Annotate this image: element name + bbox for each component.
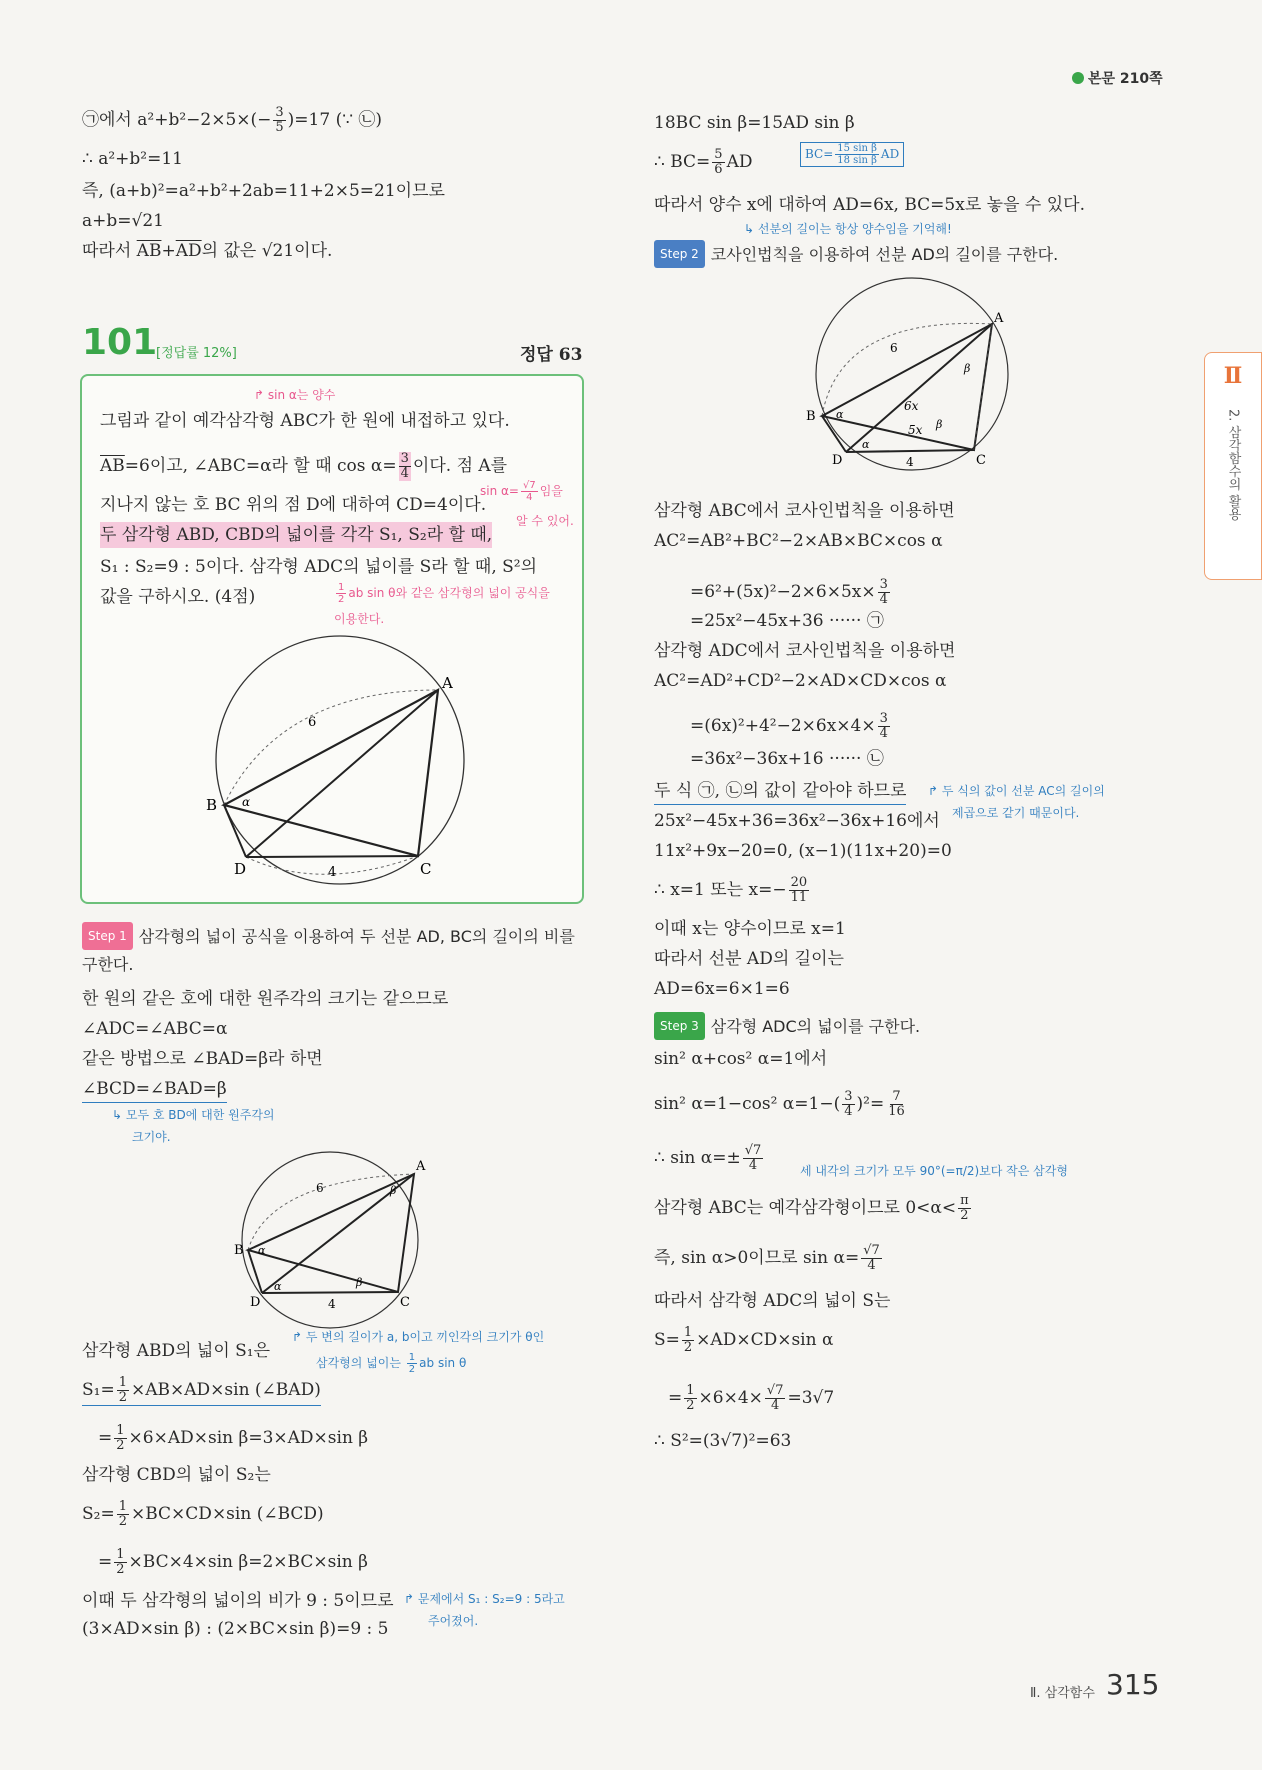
left-line-4: a+b=√21 xyxy=(82,211,164,231)
segment-dc xyxy=(246,856,418,857)
left-line-3: 즉, (a+b)²=a²+b²+2ab=11+2×5=21이므로 xyxy=(82,181,445,201)
step1-line-5: 삼각형 ABD의 넓이 S₁은 xyxy=(82,1341,271,1361)
right-line-13: 25x²−45x+36=36x²−36x+16에서 xyxy=(654,811,940,831)
right-line-26: = $\frac{1}{2}$ ×6×4× $\frac{√7}{4}$ =3√7 xyxy=(668,1383,835,1413)
note-positive: ↳ 선분의 길이는 항상 양수임을 기억해! xyxy=(744,222,952,236)
triangle-abc xyxy=(224,690,438,856)
note-acute: 세 내각의 크기가 모두 90°(=π/2)보다 작은 삼각형 xyxy=(800,1164,1068,1178)
label-d: D xyxy=(250,1295,261,1310)
label-6: 6 xyxy=(890,341,898,355)
right-line-15: ∴ x=1 또는 x=− $\frac{20}{11}$ xyxy=(654,875,808,905)
page-number: 315 xyxy=(1106,1668,1160,1701)
note-sin-value-2: 알 수 있어. xyxy=(516,514,574,528)
note-arc: ↳ 모두 호 BD에 대한 원주각의 xyxy=(112,1108,275,1122)
right-line-22: 삼각형 ABC는 예각삼각형이므로 0<α< $\frac{\pi}{2}$ xyxy=(654,1193,969,1223)
right-line-16: 이때 x는 양수이므로 x=1 xyxy=(654,919,846,939)
label-c: C xyxy=(976,453,986,468)
note-formula: ↱ 두 변의 길이가 a, b이고 끼인각의 크기가 θ인 xyxy=(292,1330,545,1344)
problem-sentence-2: $\overline{AB}=6$이고, ∠ABC=α라 할 때 cos α= $\frac{3}{4}$ 이다. 점 A를 xyxy=(100,451,508,481)
problem-figure xyxy=(200,630,480,890)
note-equal-2: 제곱으로 같기 때문이다. xyxy=(952,806,1080,820)
chapter-tab xyxy=(1204,352,1262,580)
step1-line-10: = $\frac{1}{2}$ ×BC×4×sin β=2×BC×sin β xyxy=(98,1547,368,1577)
label-4: 4 xyxy=(328,865,337,880)
problem-sentence-6: 값을 구하시오. (4점) xyxy=(100,587,256,607)
right-line-20: sin² α=1−cos² α=1−( $\frac{3}{4}$ )²= $\frac{7}{16}$ xyxy=(654,1089,905,1119)
right-line-7: =25x²−45x+36 ······ ㉠ xyxy=(690,611,884,631)
note-area-formula: $\frac{1}{2}$ ab sin θ와 같은 삼각형의 넓이 공식을 xyxy=(338,582,550,605)
note-sin-positive: ↱ sin α는 양수 xyxy=(254,388,336,402)
step1-line-1: 한 원의 같은 호에 대한 원주각의 크기는 같으므로 xyxy=(82,989,449,1009)
step1-figure xyxy=(230,1150,430,1330)
label-a: A xyxy=(416,1159,426,1174)
step1-line-12: (3×AD×sin β) : (2×BC×sin β)=9 : 5 xyxy=(82,1619,389,1639)
right-line-27: ∴ S²=(3√7)²=63 xyxy=(654,1431,792,1451)
label-alpha: α xyxy=(242,795,251,809)
label-d: D xyxy=(234,860,247,878)
step1-title: Step 1 삼각형의 넓이 공식을 이용하여 두 선분 AD, BC의 길이의 비를 xyxy=(82,922,575,950)
right-line-9: AC²=AD²+CD²−2×AD×CD×cos α xyxy=(654,671,947,691)
note-ratio: ↱ 문제에서 S₁ : S₂=9 : 5라고 xyxy=(404,1592,565,1606)
step1-title-2: 구한다. xyxy=(82,955,134,974)
circumcircle xyxy=(816,278,1008,470)
problem-sentence-3: 지나지 않는 호 BC 위의 점 D에 대하여 CD=4이다. xyxy=(100,495,487,515)
right-line-8: 삼각형 ADC에서 코사인법칙을 이용하면 xyxy=(654,641,956,661)
right-line-11: =36x²−36x+16 ······ ㉡ xyxy=(690,749,884,769)
right-line-14: 11x²+9x−20=0, (x−1)(11x+20)=0 xyxy=(654,841,952,861)
step1-line-4: ∠BCD=∠BAD=β xyxy=(82,1076,227,1103)
label-c: C xyxy=(420,860,432,878)
label-4: 4 xyxy=(328,1297,336,1311)
note-sin-value: sin α= $\frac{√7}{4}$ 임을 xyxy=(480,480,563,503)
label-6x: 6x xyxy=(904,399,919,413)
left-line-2: ∴ a²+b²=11 xyxy=(82,149,183,169)
label-beta-a: β xyxy=(390,1184,397,1197)
step1-line-3: 같은 방법으로 ∠BAD=β라 하면 xyxy=(82,1049,323,1069)
right-line-2: ∴ BC= $\frac{5}{6}$ AD xyxy=(654,147,753,177)
label-b: B xyxy=(206,796,218,814)
segment-dc xyxy=(262,1292,398,1293)
right-line-25: S= $\frac{1}{2}$ ×AD×CD×sin α xyxy=(654,1325,834,1355)
step1-line-11: 이때 두 삼각형의 넓이의 비가 9 : 5이므로 xyxy=(82,1591,394,1611)
label-b: B xyxy=(234,1243,244,1258)
right-line-10: =(6x)²+4²−2×6x×4× $\frac{3}{4}$ xyxy=(690,711,888,741)
segment-ad xyxy=(246,690,438,857)
note-arc-2: 크기야. xyxy=(132,1130,171,1144)
label-6: 6 xyxy=(308,715,317,730)
left-line-1: ㉠에서 a²+b²−2×5×(− $\frac{3}{5}$ )=17 (∵ ㉡) xyxy=(82,105,383,135)
label-d: D xyxy=(832,453,843,468)
right-line-4: 삼각형 ABC에서 코사인법칙을 이용하면 xyxy=(654,501,955,521)
label-a: A xyxy=(442,674,453,692)
right-line-24: 따라서 삼각형 ADC의 넓이 S는 xyxy=(654,1291,891,1311)
right-line-3: 따라서 양수 x에 대하여 AD=6x, BC=5x로 놓을 수 있다. xyxy=(654,195,1085,215)
step2-title: Step 2 코사인법칙을 이용하여 선분 AD의 길이를 구한다. xyxy=(654,240,1058,268)
segment-bd xyxy=(224,805,246,857)
chapter-title: 2. 삼각함수의 활용 xyxy=(1225,409,1241,521)
circumcircle xyxy=(216,636,464,884)
step1-line-8: 삼각형 CBD의 넓이 S₂는 xyxy=(82,1465,271,1485)
right-line-12: 두 식 ㉠, ㉡의 값이 같아야 하므로 xyxy=(654,778,906,805)
label-c: C xyxy=(400,1295,410,1310)
right-line-5: AC²=AB²+BC²−2×AB×BC×cos α xyxy=(654,531,943,551)
step1-line-2: ∠ADC=∠ABC=α xyxy=(82,1019,228,1039)
page-reference: 본문 210쪽 xyxy=(1072,68,1163,88)
step2-figure xyxy=(800,276,1020,476)
right-line-18: AD=6x=6×1=6 xyxy=(654,979,790,999)
problem-sentence-4: 두 삼각형 ABD, CBD의 넓이를 각각 S₁, S₂라 할 때, xyxy=(100,522,492,548)
label-6: 6 xyxy=(316,1181,324,1195)
note-area-formula-2: 이용한다. xyxy=(334,612,385,626)
note-formula-2: 삼각형의 넓이는 $\frac{1}{2}$ ab sin θ xyxy=(316,1352,467,1375)
label-4: 4 xyxy=(906,455,914,469)
right-line-21: ∴ sin α=± $\frac{√7}{4}$ xyxy=(654,1143,762,1173)
right-line-23: 즉, sin α>0이므로 sin α= $\frac{√7}{4}$ xyxy=(654,1243,880,1273)
label-5x: 5x xyxy=(908,423,923,437)
note-equal: ↱ 두 식의 값이 선분 AC의 길이의 xyxy=(928,784,1105,798)
label-beta-a: β xyxy=(964,362,971,375)
right-line-6: =6²+(5x)²−2×6×5x× $\frac{3}{4}$ xyxy=(690,577,888,607)
label-b: B xyxy=(806,409,816,424)
problem-number: 101 xyxy=(82,322,158,363)
label-alpha-d: α xyxy=(274,1280,282,1293)
note-ratio-2: 주어졌어. xyxy=(428,1614,479,1628)
answer-label: 정답 63 xyxy=(520,345,583,365)
label-beta-c: β xyxy=(356,1276,363,1289)
chapter-roman: Ⅱ xyxy=(1223,363,1243,389)
right-line-1: 18BC sin β=15AD sin β xyxy=(654,113,855,133)
label-beta-c: β xyxy=(936,418,943,431)
label-a: A xyxy=(994,311,1004,326)
right-line-17: 따라서 선분 AD의 길이는 xyxy=(654,949,844,969)
left-line-5: 따라서 $\overline{AB}+\overline{AD}$의 값은 √21이다. xyxy=(82,241,333,261)
step1-line-9: S₂= $\frac{1}{2}$ ×BC×CD×sin (∠BCD) xyxy=(82,1499,324,1529)
footer-section: Ⅱ. 삼각함수 xyxy=(1030,1686,1095,1701)
problem-sentence-5: S₁ : S₂=9 : 5이다. 삼각형 ADC의 넓이를 S라 할 때, S²의 xyxy=(100,557,538,577)
note-bc: BC= $\frac{\text{15 sin β}}{\text{18 sin β}}$ AD xyxy=(800,142,904,167)
problem-sentence-1: 그림과 같이 예각삼각형 ABC가 한 원에 내접하고 있다. xyxy=(100,411,510,431)
step1-line-7: = $\frac{1}{2}$ ×6×AD×sin β=3×AD×sin β xyxy=(98,1423,369,1453)
label-alpha-d: α xyxy=(862,438,870,451)
label-alpha-b: α xyxy=(836,408,844,421)
correct-rate: [정답률 12%] xyxy=(156,346,237,361)
right-line-19: sin² α+cos² α=1에서 xyxy=(654,1049,828,1069)
label-alpha-b: α xyxy=(258,1244,266,1257)
triangle-abc xyxy=(822,324,992,450)
step1-line-6: S₁= $\frac{1}{2}$ ×AB×AD×sin (∠BAD) xyxy=(82,1375,321,1405)
circle-icon xyxy=(1072,72,1084,84)
step3-title: Step 3 삼각형 ADC의 넓이를 구한다. xyxy=(654,1012,920,1040)
